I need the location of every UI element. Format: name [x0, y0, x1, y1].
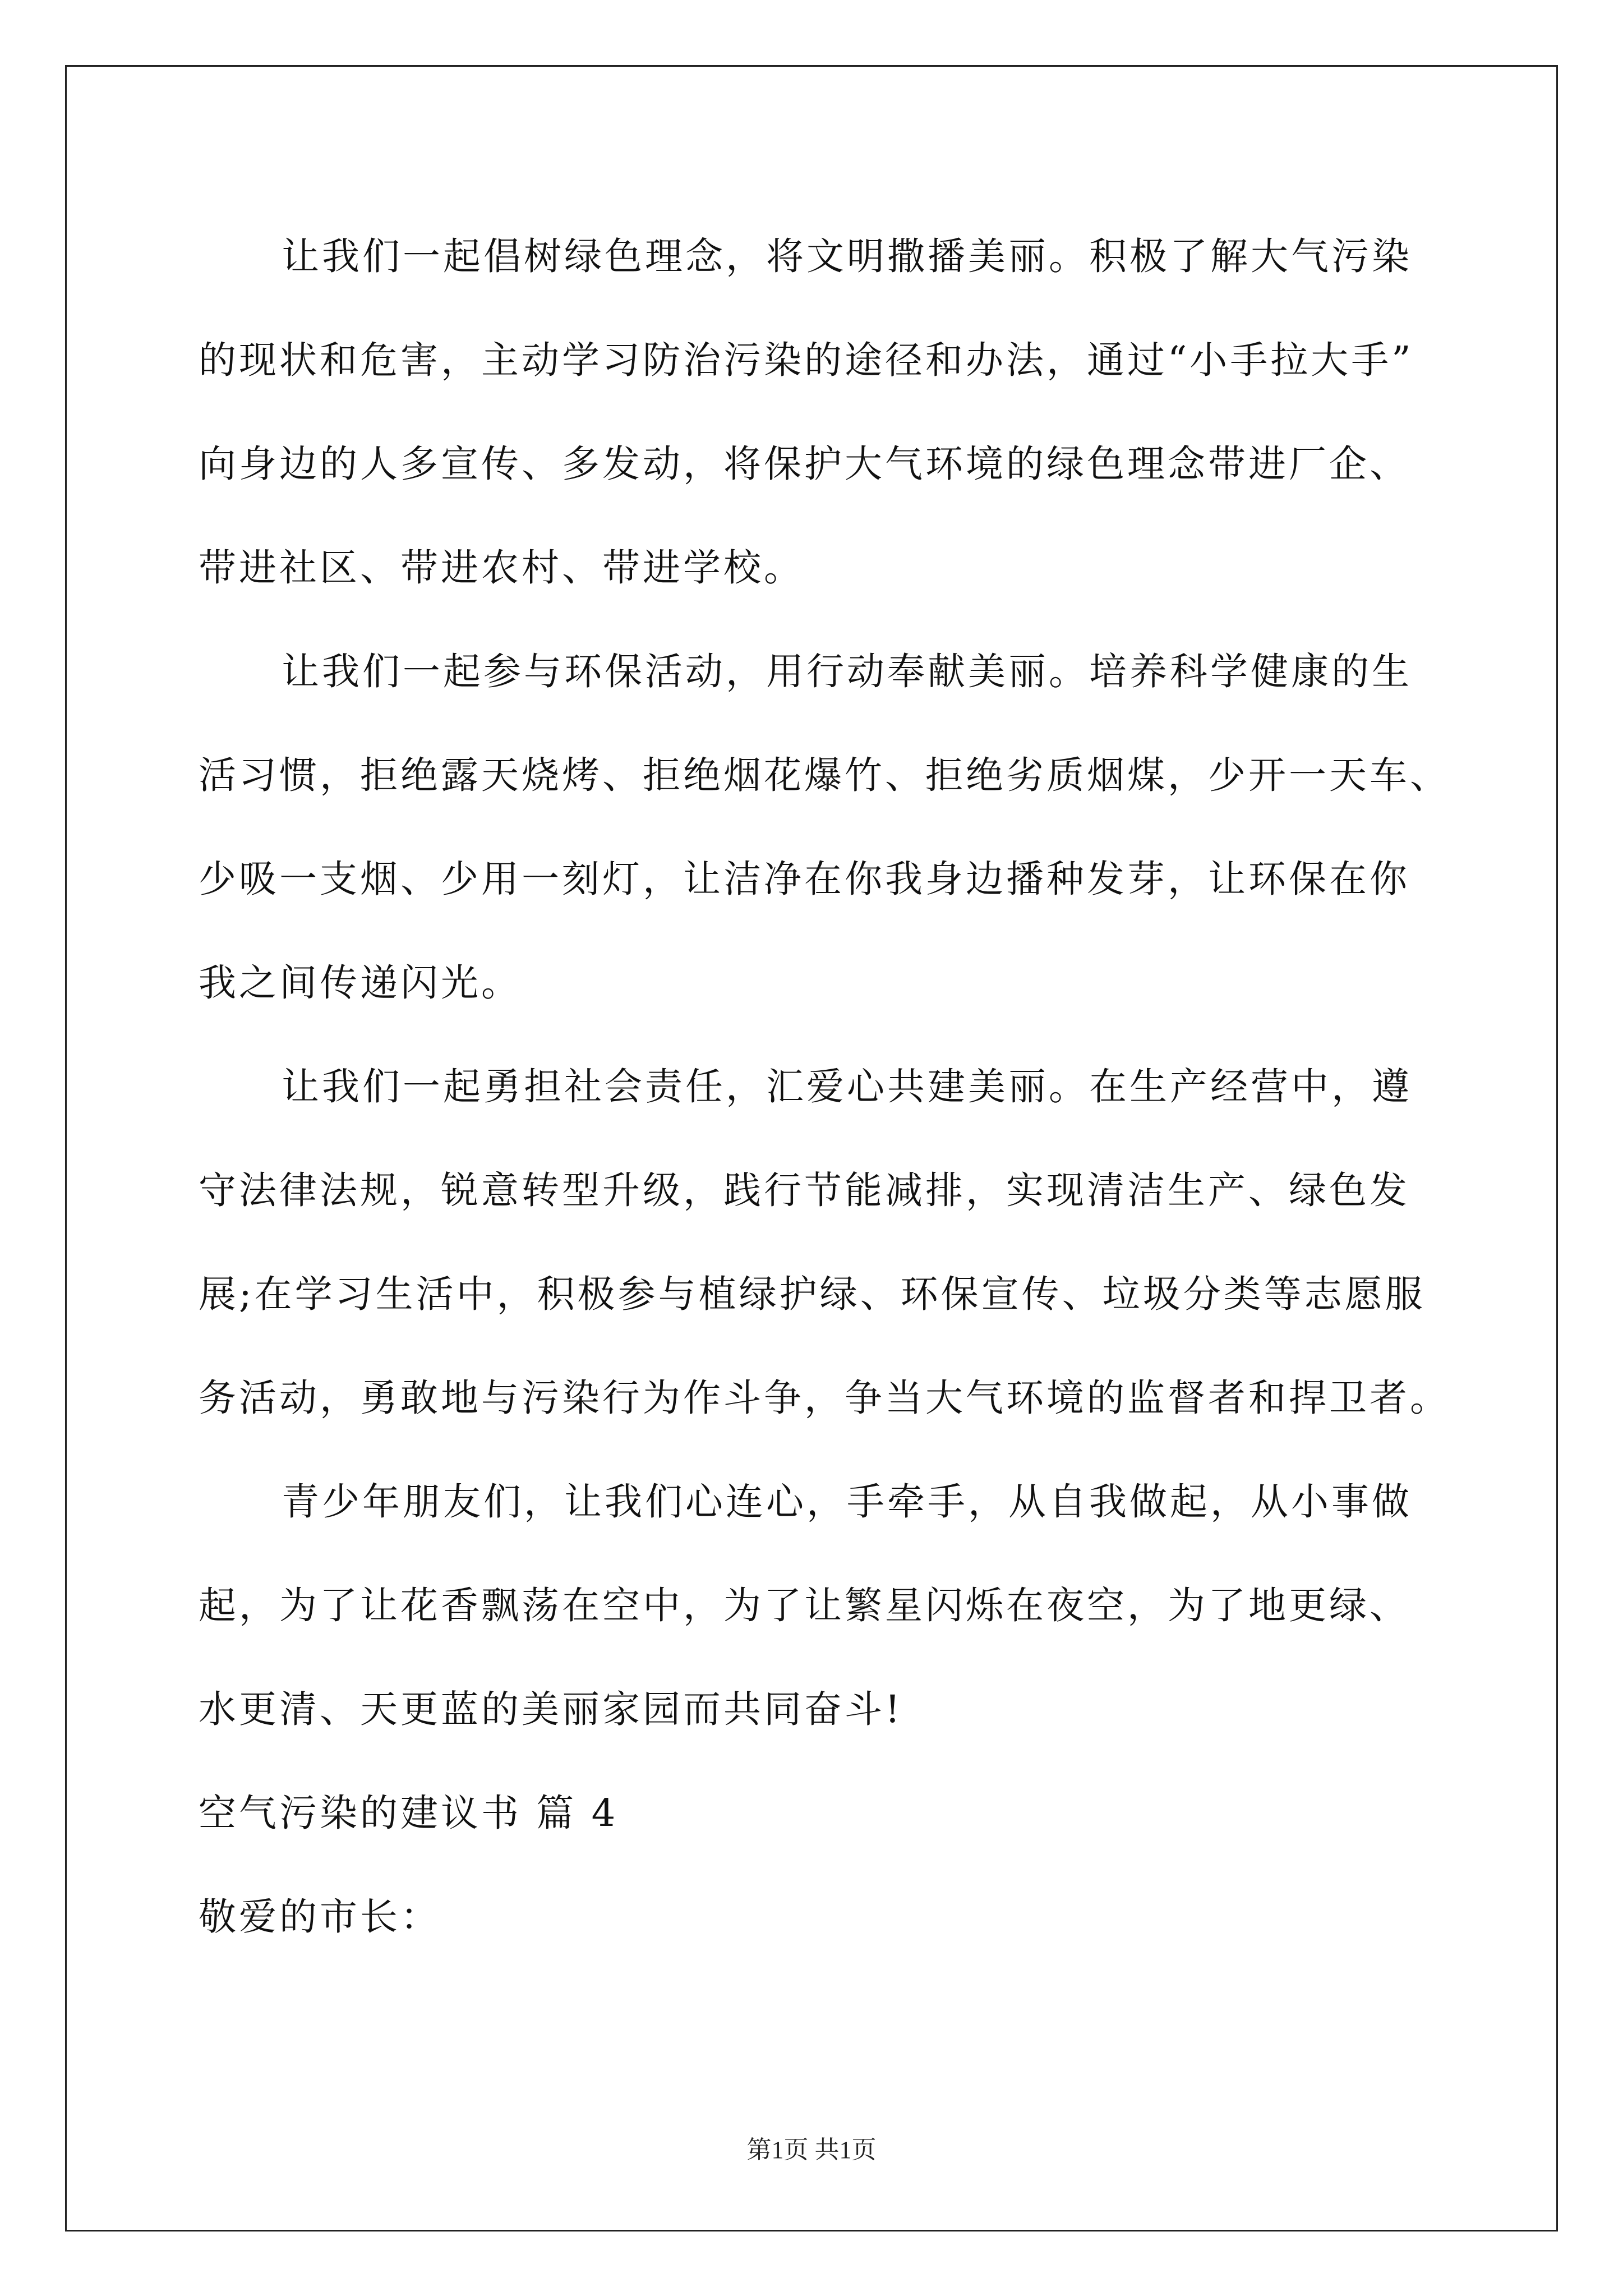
paragraph-1-line-3: 向身边的人多宣传、多发动，将保护大气环境的绿色理念带进厂企、 [199, 442, 1410, 486]
paragraph-1-line-2: 的现状和危害，主动学习防治污染的途径和办法，通过“小手拉大手” [199, 338, 1414, 382]
section-heading: 空气污染的建议书 篇 4 [199, 1791, 619, 1835]
paragraph-2-line-3: 少吸一支烟、少用一刻灯，让洁净在你我身边播种发芽，让环保在你 [199, 857, 1410, 901]
page-number-footer: 第1页 共1页 [746, 2136, 877, 2164]
paragraph-3-line-1: 让我们一起勇担社会责任，汇爱心共建美丽。在生产经营中，遵 [282, 1065, 1412, 1108]
paragraph-2-line-2: 活习惯，拒绝露天烧烤、拒绝烟花爆竹、拒绝劣质烟煤，少开一天车、 [199, 753, 1450, 797]
paragraph-4-line-3: 水更清、天更蓝的美丽家园而共同奋斗! [199, 1687, 903, 1731]
paragraph-3-line-4: 务活动，勇敢地与污染行为作斗争，争当大气环境的监督者和捍卫者。 [199, 1376, 1450, 1420]
salutation: 敬爱的市长： [199, 1895, 441, 1939]
paragraph-4-line-2: 起，为了让花香飘荡在空中，为了让繁星闪烁在夜空，为了地更绿、 [199, 1584, 1410, 1627]
paragraph-1-line-4: 带进社区、带进农村、带进学校。 [199, 546, 804, 590]
paragraph-2-line-1: 让我们一起参与环保活动，用行动奉献美丽。培养科学健康的生 [282, 650, 1412, 693]
document-body [199, 220, 1460, 1984]
paragraph-2-line-4: 我之间传递闪光。 [199, 961, 522, 1005]
paragraph-3-line-2: 守法律法规，锐意转型升级，践行节能减排，实现清洁生产、绿色发 [199, 1168, 1410, 1212]
paragraph-1-line-1: 让我们一起倡树绿色理念，将文明撒播美丽。积极了解大气污染 [282, 234, 1412, 278]
paragraph-3-line-3: 展;在学习生活中，积极参与植绿护绿、环保宣传、垃圾分类等志愿服 [199, 1272, 1426, 1316]
paragraph-4-line-1: 青少年朋友们，让我们心连心，手牵手，从自我做起，从小事做 [282, 1480, 1412, 1524]
